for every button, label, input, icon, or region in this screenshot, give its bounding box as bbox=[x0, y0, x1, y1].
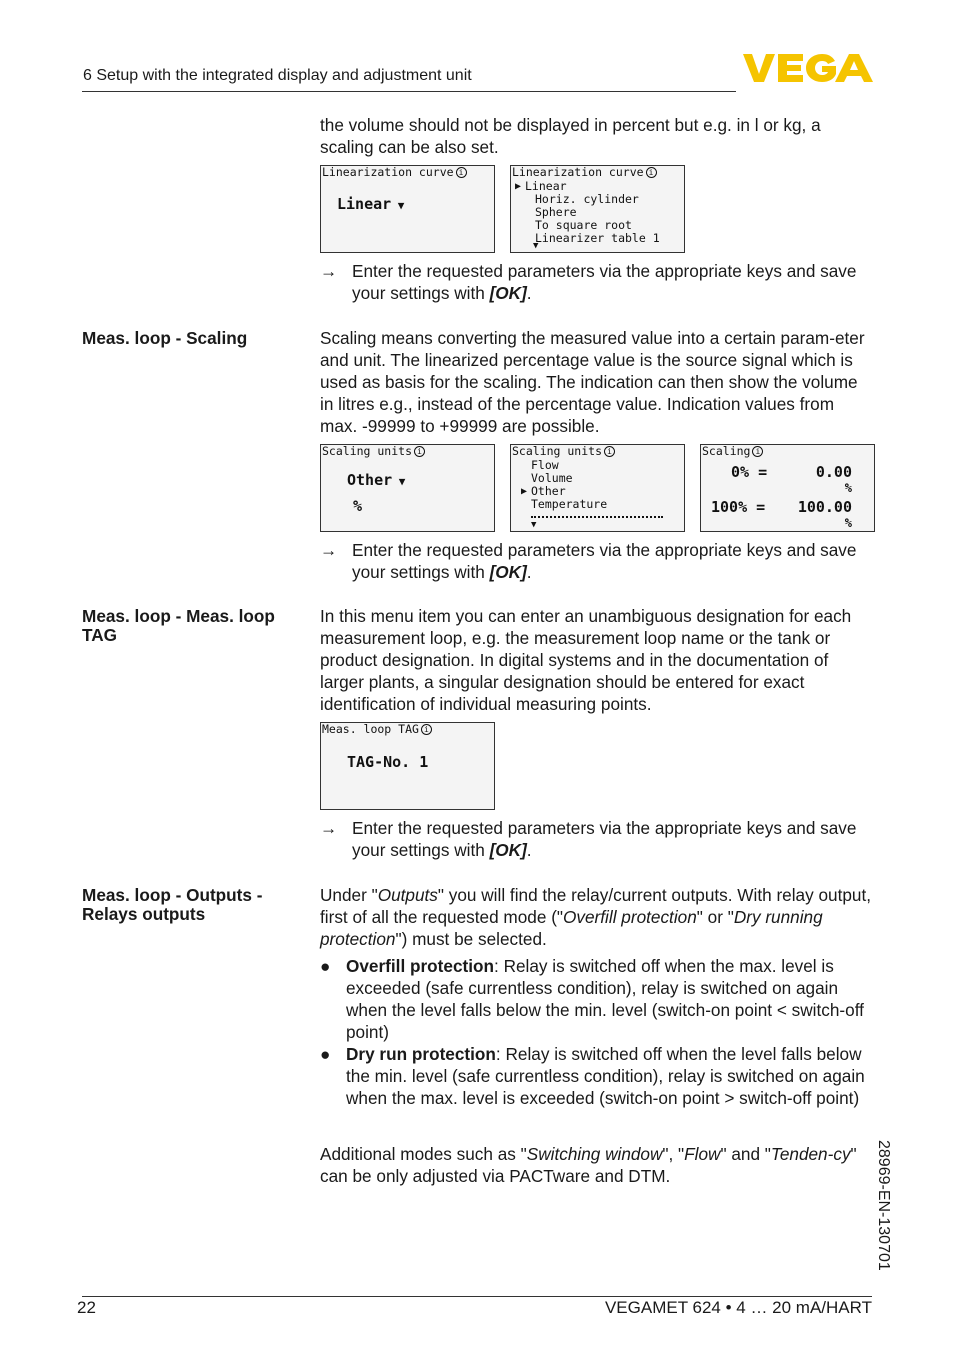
lcd-value: Other bbox=[347, 471, 393, 489]
list-item: Other bbox=[531, 484, 566, 498]
section-header: 6 Setup with the integrated display and adjustment unit bbox=[83, 67, 472, 84]
bullet-icon: ● bbox=[320, 956, 331, 976]
lcd-unit: % bbox=[353, 497, 363, 515]
lcd-title: Scaling units bbox=[512, 444, 603, 458]
lcd-value: TAG-No. 1 bbox=[347, 753, 429, 771]
info-icon: i bbox=[752, 446, 763, 457]
lcd-linearization-list bbox=[510, 165, 685, 253]
ok-key: [OK] bbox=[489, 562, 527, 582]
dotted-separator bbox=[531, 516, 663, 518]
intro-paragraph: the volume should not be displayed in percent but e.g. in l or kg, a scaling can be also set. bbox=[320, 115, 821, 157]
relay-mode-list bbox=[320, 955, 875, 1109]
arrow-icon: → bbox=[320, 818, 338, 838]
document-id: 28969-EN-130701 bbox=[875, 1140, 892, 1271]
section-heading-scaling: Meas. loop - Scaling bbox=[82, 328, 248, 348]
dropdown-arrow-icon: ▼ bbox=[392, 475, 406, 488]
list-item: Horiz. cylinder bbox=[535, 192, 639, 206]
info-icon: i bbox=[604, 446, 615, 457]
info-icon: i bbox=[414, 446, 425, 457]
info-icon: i bbox=[421, 724, 432, 735]
list-item: To square root bbox=[535, 218, 632, 232]
scaling-paragraph: Scaling means converting the measured value into a certain param-eter and unit. The linearized percentage value is the source signal which is used as basis for the scaling. The indication can then show the volume in litres e.g., instead of the percentage value. Indication values from max. -99999 to +99999 are possible. bbox=[320, 328, 865, 436]
section-heading-outputs: Meas. loop - Outputs - Relays outputs bbox=[82, 885, 263, 924]
list-item: Volume bbox=[531, 471, 573, 485]
lcd-title: Scaling bbox=[702, 444, 751, 458]
lcd-value: Linear bbox=[337, 195, 392, 213]
tag-paragraph: In this menu item you can enter an unambiguous designation for each measurement loop, e.g. the measurement loop name or the tank or product designation. In digital systems and in the documentation of larger plants, a singular designation should be entered for exact identification of individual measuring points. bbox=[320, 606, 852, 714]
lcd-title: Scaling units bbox=[322, 444, 413, 458]
scroll-down-icon: ▼ bbox=[531, 520, 537, 530]
lcd-scaling bbox=[700, 444, 875, 532]
instruction-step: → Enter the requested parameters via the appropriate keys and save your settings with [OK]. bbox=[320, 261, 857, 303]
scroll-down-icon: ▼ bbox=[533, 241, 539, 251]
outputs-paragraph: Under "Outputs" you will find the relay/current outputs. With relay output, first of all the requested mode ("Overfill protection" or "Dry running protection") must be selected. bbox=[320, 885, 872, 949]
header-divider bbox=[82, 91, 736, 92]
list-item: Linearizer table 1 bbox=[535, 231, 660, 245]
info-icon: i bbox=[646, 167, 657, 178]
selection-arrow-icon: ▶ bbox=[521, 486, 528, 497]
lcd-meas-loop-tag bbox=[320, 722, 495, 810]
arrow-icon: → bbox=[320, 261, 338, 281]
info-icon: i bbox=[456, 167, 467, 178]
list-item: Temperature bbox=[531, 497, 608, 511]
additional-modes-paragraph: Additional modes such as "Switching window", "Flow" and "Tenden-cy" can be only adjusted via PACTware and DTM. bbox=[320, 1144, 857, 1186]
scaling-full-unit: % bbox=[844, 516, 852, 530]
footer-title: VEGAMET 624 • 4 … 20 mA/HART bbox=[604, 1298, 872, 1317]
selection-arrow-icon: ▶ bbox=[515, 181, 522, 192]
vega-logo bbox=[743, 52, 873, 84]
scaling-full-value: 100.00 bbox=[797, 498, 852, 516]
lcd-linearization-value bbox=[320, 165, 495, 253]
section-heading-tag: Meas. loop - Meas. loop TAG bbox=[82, 606, 275, 645]
bullet-icon: ● bbox=[320, 1044, 331, 1064]
dropdown-arrow-icon: ▼ bbox=[391, 199, 405, 212]
page-number: 22 bbox=[77, 1298, 96, 1317]
lcd-scaling-units-value bbox=[320, 444, 495, 532]
lcd-title: Linearization curve bbox=[322, 165, 454, 179]
scaling-zero-unit: % bbox=[844, 481, 852, 495]
list-item: Flow bbox=[531, 458, 559, 472]
scaling-zero-label: 0% = bbox=[731, 463, 768, 481]
list-item: ● Overfill protection: Relay is switched off when the max. level is exceeded (safe currentless condition), relay is switched on again when the level falls below the min. level (switch-on point < switch-off point) bbox=[320, 956, 864, 1042]
footer-divider bbox=[82, 1296, 872, 1297]
ok-key: [OK] bbox=[489, 283, 527, 303]
list-item: ● Dry run protection: Relay is switched off when the level falls below the min. level (safe currentless condition), relay is switched on again when the max. level is exceeded (switch-on point > switch-off point) bbox=[320, 1044, 865, 1108]
instruction-step: → Enter the requested parameters via the appropriate keys and save your settings with [OK]. bbox=[320, 818, 857, 860]
arrow-icon: → bbox=[320, 540, 338, 560]
list-item: Linear bbox=[525, 179, 567, 193]
lcd-title: Meas. loop TAG bbox=[322, 722, 419, 736]
list-item: Sphere bbox=[535, 205, 577, 219]
lcd-title: Linearization curve bbox=[512, 165, 644, 179]
instruction-step: → Enter the requested parameters via the appropriate keys and save your settings with [OK]. bbox=[320, 540, 857, 582]
scaling-zero-value: 0.00 bbox=[815, 463, 852, 481]
lcd-scaling-units-list bbox=[510, 444, 685, 532]
scaling-full-label: 100% = bbox=[711, 498, 766, 516]
ok-key: [OK] bbox=[489, 840, 527, 860]
